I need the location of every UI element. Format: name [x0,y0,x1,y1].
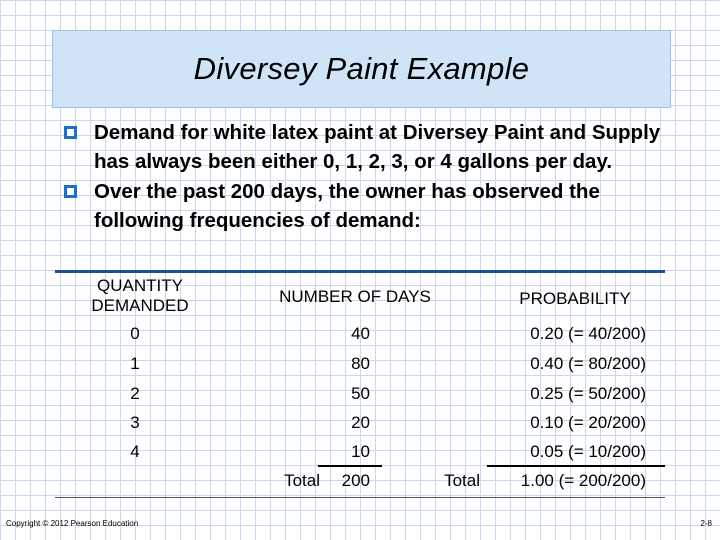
cell-quantity: 3 [130,413,140,432]
square-bullet-icon [64,185,77,198]
bullet-text: Over the past 200 days, the owner has observed the following frequencies of demand: [94,180,600,232]
cell-probability: 0.05 (= 10/200) [530,442,646,461]
cell-probability: 0.40 (= 80/200) [530,354,646,373]
header-days: NUMBER OF DAYS [279,287,431,306]
total-days-label: Total [284,471,320,490]
header-rule [55,270,665,273]
footer-rule [55,497,665,498]
bullet-item [52,177,692,235]
cell-days: 20 [351,413,370,432]
title-banner [52,30,671,108]
cell-quantity: 1 [130,354,140,373]
bullet-list [52,118,692,236]
bullet-text: Demand for white latex paint at Diversey Paint and Supply has always been either 0, 1, 2, 3, or 4 gallons per day. [94,121,661,173]
total-probability-label: Total [444,471,480,490]
cell-days: 10 [351,442,370,461]
header-probability: PROBABILITY [519,289,631,308]
total-days-value: 200 [341,471,370,490]
cell-days: 80 [351,354,370,373]
header-quantity-line2: DEMANDED [91,296,189,315]
total-probability-value: 1.00 (= 200/200) [520,471,646,490]
cell-quantity: 2 [130,384,140,403]
square-bullet-icon [64,126,77,139]
bullet-item [52,118,692,176]
cell-quantity: 0 [130,324,140,343]
header-quantity-line1: QUANTITY [97,276,183,295]
days-sum-rule [318,465,382,467]
cell-days: 40 [351,324,370,343]
cell-probability: 0.20 (= 40/200) [530,324,646,343]
cell-quantity: 4 [130,442,140,461]
copyright-text: Copyright © 2012 Pearson Education [6,519,139,528]
slide-title: Diversey Paint Example [193,51,530,86]
page-number: 2-8 [700,519,712,528]
cell-probability: 0.25 (= 50/200) [530,384,646,403]
probability-sum-rule [487,465,665,467]
cell-days: 50 [351,384,370,403]
cell-probability: 0.10 (= 20/200) [530,413,646,432]
header-quantity [70,276,210,316]
